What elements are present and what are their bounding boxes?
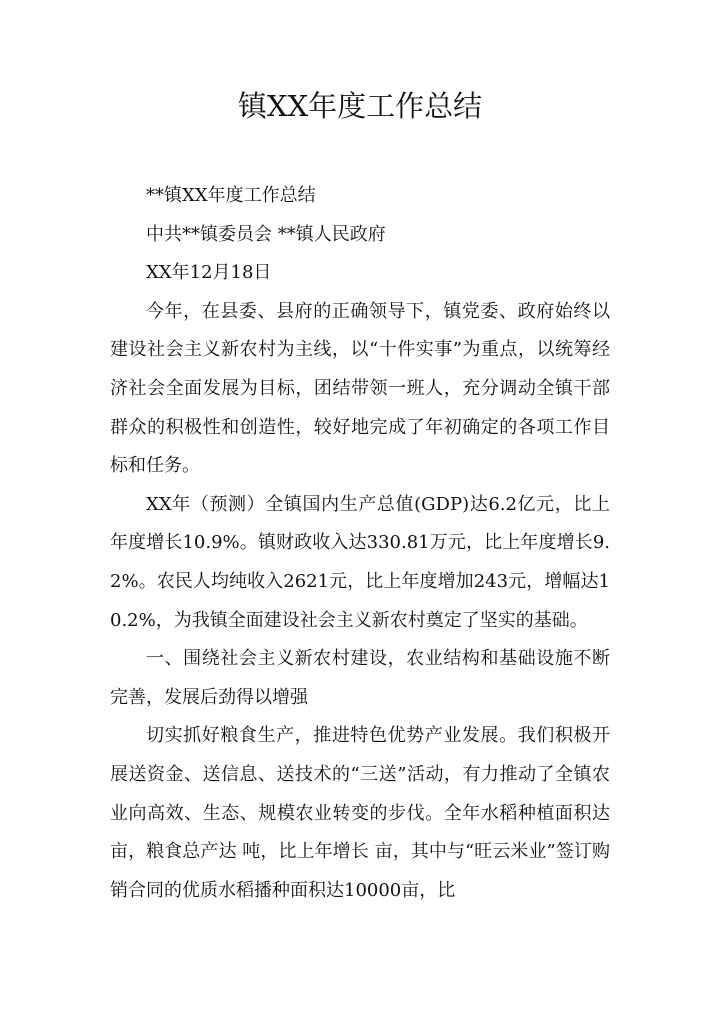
issuer-line: 中共**镇委员会 **镇人民政府: [146, 223, 386, 245]
heading-line: **镇XX年度工作总结: [146, 185, 316, 206]
document-title: 镇XX年度工作总结: [237, 89, 483, 123]
intro-paragraph: 今年，在县委、县府的正确领导下，镇党委、政府始终以建设社会主义新农村为主线，以“十件实事”为重点，以统筹经济社会全面发展为目标，团结带领一班人，充分调动全镇干部群众的积极性和创造性，较好地完成了年初确定的各项工作目标和任务。: [110, 300, 610, 477]
document-body: [110, 177, 610, 910]
date-line: XX年12月18日: [146, 262, 272, 284]
economy-paragraph: XX年（预测）全镇国内生产总值(GDP)达6.2亿元，比上年度增长10.9%。镇财政收入达330.81万元，比上年度增长9.2%。农民人均纯收入2621元，比上年度增加243元，增幅达10.2%，为我镇全面建设社会主义新农村奠定了坚实的基础。: [110, 493, 610, 631]
agriculture-paragraph: 切实抓好粮食生产，推进特色优势产业发展。我们积极开展送资金、送信息、送技术的“三送”活动，有力推动了全镇农业向高效、生态、规模农业转变的步伐。全年水稻种植面积达 亩，粮食总产达 吨，比上年增长 亩，其中与“旺云米业”签订购销合同的优质水稻播种面积达10000亩，比: [110, 725, 610, 901]
section-heading: 一、围绕社会主义新农村建设，农业结构和基础设施不断完善，发展后劲得以增强: [110, 648, 610, 708]
